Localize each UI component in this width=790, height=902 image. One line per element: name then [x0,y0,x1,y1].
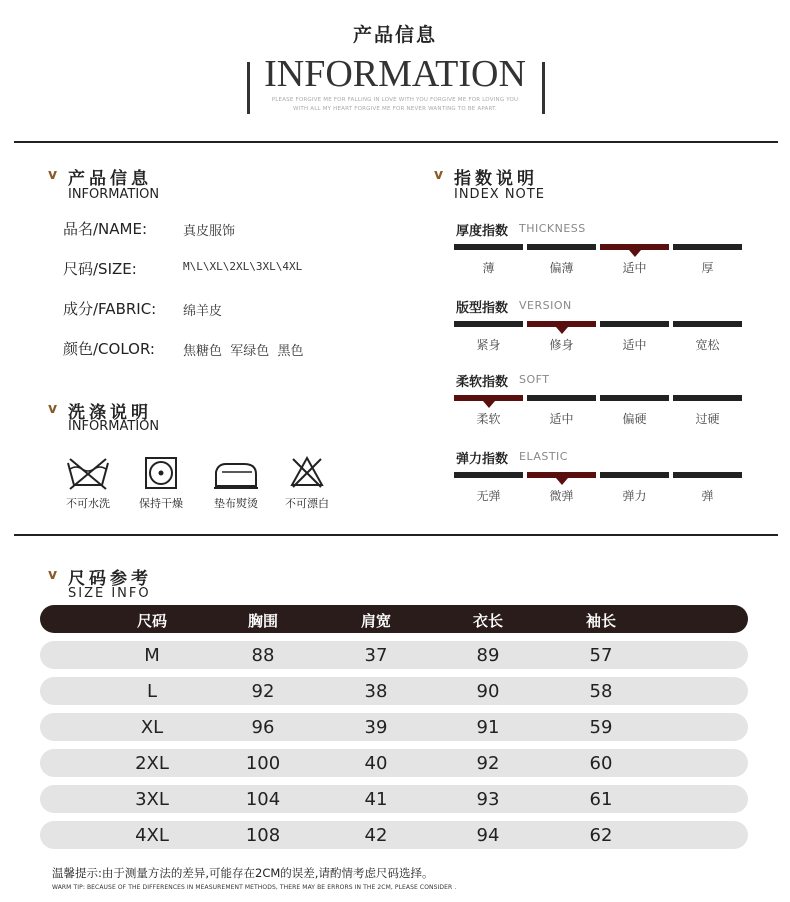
table-row [40,713,748,741]
index-segment [600,395,669,401]
color-label: 颜色/COLOR: [63,340,155,358]
name-label: 品名/NAME: [63,220,148,238]
index-option-label: 微弹 [549,489,574,503]
table-cell: 41 [364,789,388,810]
index-group-title: 柔软指数 [456,375,509,390]
index-group-en: SOFT [519,373,550,386]
index-option-label: 紧身 [476,338,501,352]
chevron-down-icon: v [434,167,444,183]
indicator-arrow-icon [556,478,568,485]
index-segment [527,395,596,401]
table-cell: 92 [251,681,275,702]
name-value: 真皮服饰 [183,224,236,239]
index-segment [454,472,523,478]
table-cell: 38 [364,681,388,702]
index-segment [673,244,742,250]
table-cell: 58 [589,681,613,702]
product-section-subtitle: INFORMATION [68,187,160,202]
color-value: 焦糖色 军绿色 黑色 [183,344,304,359]
table-cell: 104 [245,789,281,810]
table-cell: 96 [251,717,275,738]
chevron-down-icon: v [48,567,58,583]
index-option-label: 修身 [549,338,574,352]
table-header-cell: 衣长 [472,612,503,630]
table-header-cell: 尺码 [136,612,167,630]
table-cell: 108 [245,825,281,846]
table-row [40,821,748,849]
care-label: 保持干燥 [139,497,183,510]
no-bleach-icon [289,455,325,489]
index-segment [454,244,523,250]
divider-middle [14,534,778,536]
table-cell: 39 [364,717,388,738]
divider-top [14,141,778,143]
table-cell: 91 [476,717,500,738]
warm-tip-en: WARM TIP: BECAUSE OF THE DIFFERENCES IN MEASUREMENT METHODS, THERE MAY BE ERRORS IN THE 2CM, PLEASE CONSIDER . [52,884,457,891]
table-row [40,641,748,669]
index-group-en: THICKNESS [519,222,586,235]
table-cell: 40 [364,753,388,774]
index-option-label: 薄 [482,261,495,275]
table-cell: 59 [589,717,613,738]
tumble-dry-icon [143,455,179,491]
size-section-subtitle: SIZE INFO [68,586,151,601]
index-group-title: 版型指数 [456,301,509,316]
index-segment [673,472,742,478]
chevron-down-icon: v [48,167,58,183]
index-option-label: 偏薄 [549,261,574,275]
index-option-label: 偏硬 [622,412,647,426]
care-label: 不可漂白 [285,497,329,510]
index-group-en: ELASTIC [519,450,568,463]
size-value: M\L\XL\2XL\3XL\4XL [183,260,303,273]
table-cell: 2XL [135,753,169,774]
index-segment [673,395,742,401]
index-option-label: 适中 [622,338,647,352]
index-option-label: 弹力 [622,489,647,503]
table-cell: M [144,645,160,666]
indicator-arrow-icon [483,401,495,408]
table-cell: 42 [364,825,388,846]
table-cell: 88 [251,645,275,666]
fabric-label: 成分/FABRIC: [63,300,157,318]
table-cell: L [146,681,158,702]
index-group-title: 厚度指数 [456,224,509,239]
no-wash-icon [64,455,112,491]
table-cell: 60 [589,753,613,774]
wash-section-title: 洗涤说明 [68,403,152,423]
table-header-cell: 肩宽 [360,612,391,630]
table-header-cell: 胸围 [247,612,278,630]
table-row [40,785,748,813]
index-option-label: 过硬 [695,412,720,426]
warm-tip-cn: 温馨提示:由于测量方法的差异,可能存在2CM的误差,请酌情考虑尺码选择。 [52,866,434,880]
index-option-label: 宽松 [695,338,720,352]
table-cell: 100 [245,753,281,774]
care-label: 不可水洗 [66,497,110,510]
index-option-label: 适中 [622,261,647,275]
index-group-en: VERSION [519,299,572,312]
index-option-label: 适中 [549,412,574,426]
title-subline-1: PLEASE FORGIVE ME FOR FALLING IN LOVE WITH YOU FORGIVE ME FOR LOVING YOU [271,97,519,103]
page-title-en: INFORMATION [264,53,526,95]
index-option-label: 厚 [701,261,714,275]
table-cell: 37 [364,645,388,666]
index-segment [600,472,669,478]
index-group-title: 弹力指数 [456,452,509,467]
index-option-label: 弹 [701,489,714,503]
table-row [40,677,748,705]
index-section-subtitle: INDEX NOTE [454,187,545,202]
indicator-arrow-icon [629,250,641,257]
index-segment [454,321,523,327]
table-cell: 62 [589,825,613,846]
table-cell: 3XL [135,789,169,810]
fabric-value: 绵羊皮 [183,304,223,319]
table-cell: XL [140,717,164,738]
table-cell: 57 [589,645,613,666]
index-option-label: 无弹 [476,489,501,503]
wash-section-subtitle: INFORMATION [68,419,160,434]
indicator-arrow-icon [556,327,568,334]
index-segment [673,321,742,327]
table-cell: 92 [476,753,500,774]
table-cell: 90 [476,681,500,702]
page-title-cn: 产品信息 [352,24,437,46]
table-row [40,749,748,777]
table-cell: 61 [589,789,613,810]
table-cell: 4XL [135,825,169,846]
size-section-title: 尺码参考 [68,569,152,589]
table-header-row [40,605,748,633]
iron-icon [210,458,262,490]
index-segment [600,321,669,327]
table-cell: 89 [476,645,500,666]
table-cell: 94 [476,825,500,846]
index-option-label: 柔软 [476,412,501,426]
table-cell: 93 [476,789,500,810]
chevron-down-icon: v [48,401,58,417]
size-label: 尺码/SIZE: [63,260,137,278]
table-header-cell: 袖长 [585,612,616,630]
title-subline-2: WITH ALL MY HEART FORGIVE ME FOR NEVER WANTING TO BE APART. [292,106,498,112]
product-section-title: 产品信息 [68,169,152,189]
index-segment [527,244,596,250]
care-label: 垫布熨烫 [214,497,258,510]
index-section-title: 指数说明 [454,169,538,189]
